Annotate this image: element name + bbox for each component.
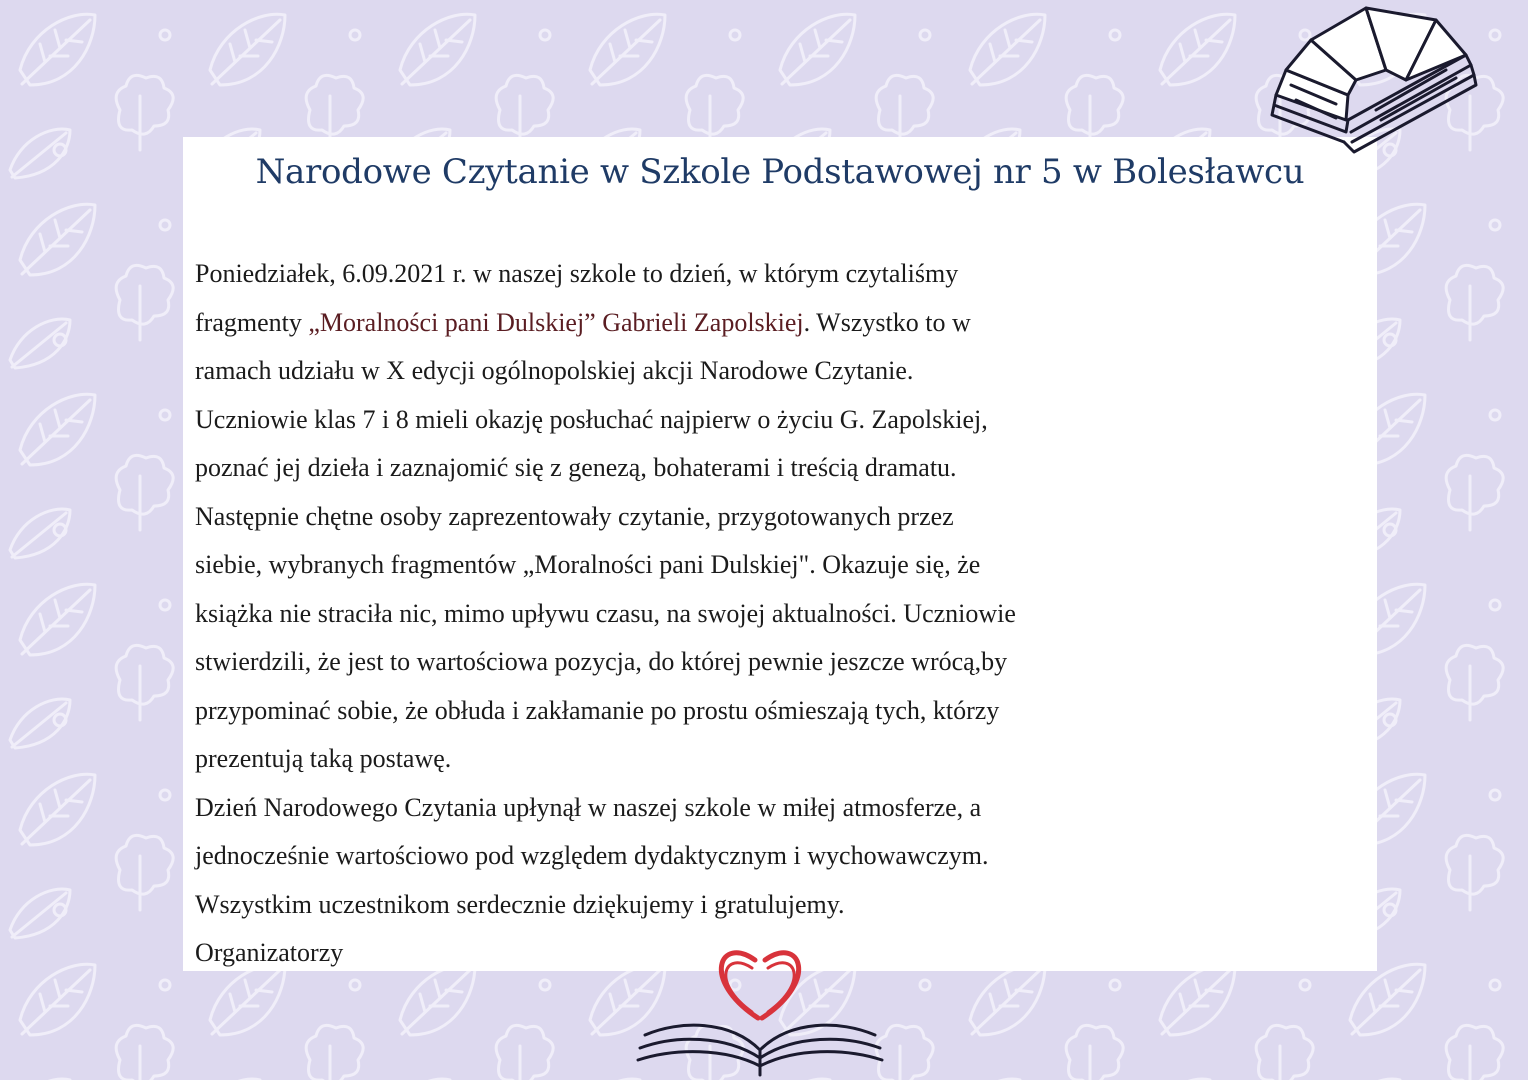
signature: Organizatorzy: [195, 938, 344, 967]
body-line: siebie, wybranych fragmentów „Moralności pani Dulskiej". Okazuje się, że: [195, 550, 981, 579]
body-line: stwierdzili, że jest to wartościowa pozycja, do której pewnie jeszcze wrócą,by: [195, 647, 1008, 676]
body-line: jednocześnie wartościowo pod względem dydaktycznym i wychowawczym.: [195, 841, 989, 870]
body-line: Uczniowie klas 7 i 8 mieli okazję posłuchać najpierw o życiu G. Zapolskiej,: [195, 404, 988, 434]
body-line: [195, 299, 1365, 348]
article-card: [183, 137, 1377, 971]
body-line: książka nie straciła nic, mimo upływu czasu, na swojej aktualności. Uczniowie: [195, 598, 1016, 628]
article-body: [195, 250, 1365, 978]
open-book-icon: [1266, 0, 1486, 165]
body-line: poznać jej dzieła i zaznajomić się z genezą, bohaterami i treścią dramatu.: [195, 453, 957, 482]
heart-book-icon: [630, 940, 890, 1080]
book-title-quote: „Moralności pani Dulskiej” Gabrieli Zapolskiej: [308, 307, 804, 337]
body-line: przypominać sobie, że obłuda i zakłamanie po prostu ośmieszają tych, którzy: [195, 695, 1000, 725]
body-line: Poniedziałek, 6.09.2021 r. w naszej szkole to dzień, w którym czytaliśmy: [195, 259, 959, 288]
body-line: ramach udziału w X edycji ogólnopolskiej akcji Narodowe Czytanie.: [195, 356, 914, 385]
body-line: Dzień Narodowego Czytania upłynął w naszej szkole w miłej atmosferze, a: [195, 792, 982, 822]
body-line: Wszystkim uczestnikom serdecznie dziękujemy i gratulujemy.: [195, 889, 845, 919]
body-line: Następnie chętne osoby zaprezentowały czytanie, przygotowanych przez: [195, 501, 954, 531]
body-line-text: fragmenty: [195, 307, 309, 337]
body-line-text: . Wszystko to w: [803, 307, 971, 337]
page-title: Narodowe Czytanie w Szkole Podstawowej nr 5 w Bolesławcu: [255, 152, 1305, 192]
body-line: prezentują taką postawę.: [195, 744, 452, 773]
